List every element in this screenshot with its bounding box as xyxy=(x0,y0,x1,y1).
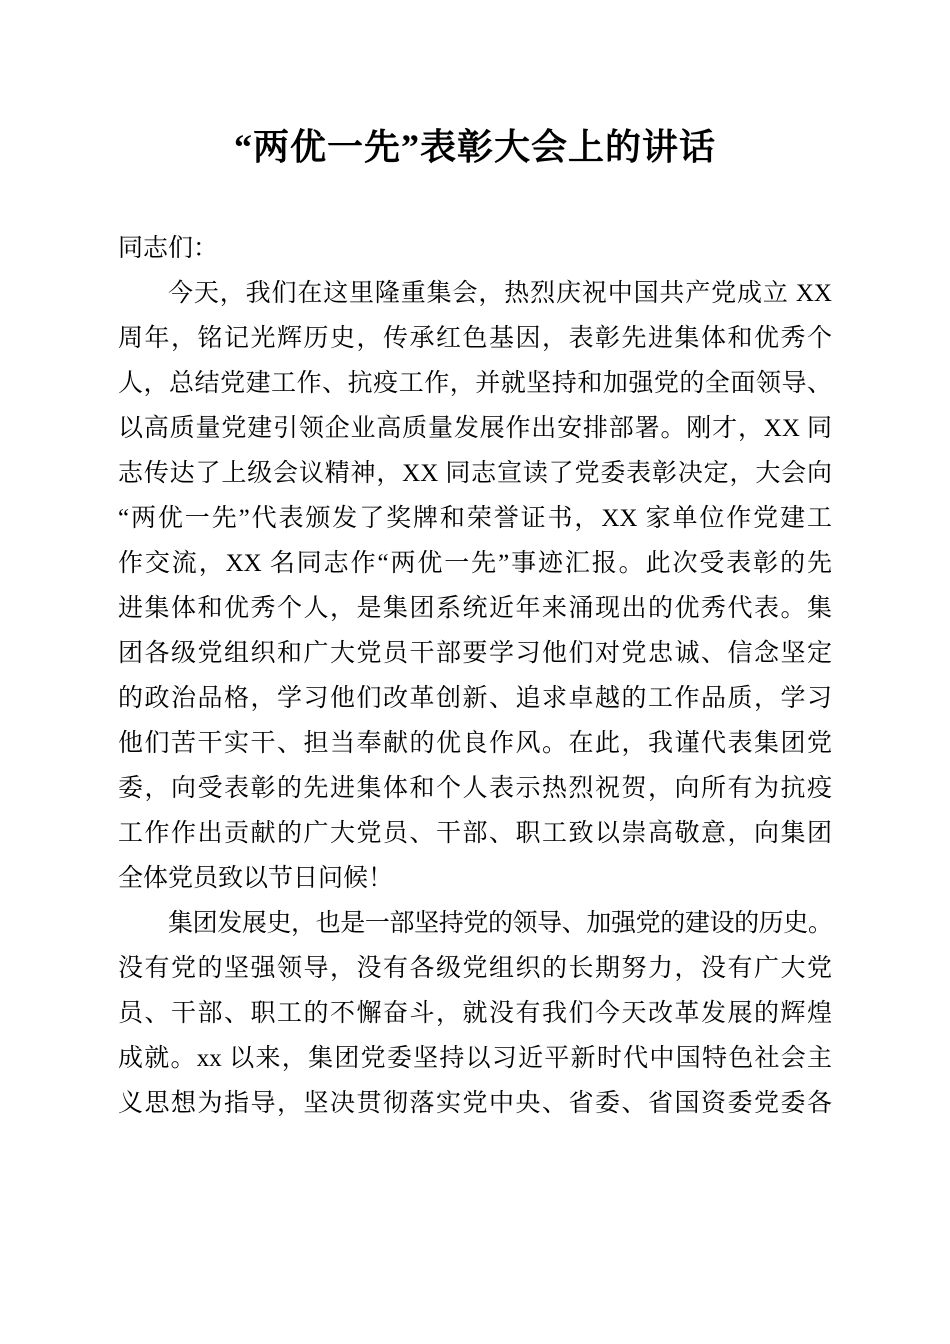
text-line: 没有党的坚强领导，没有各级党组织的长期努力，没有广大党 xyxy=(118,955,832,982)
text-line: 全体党员致以节日问候！ xyxy=(118,865,394,892)
text-line: 工作作出贡献的广大党员、干部、职工致以崇高敬意，向集团 xyxy=(118,820,832,847)
text-line: 的政治品格，学习他们改革创新、追求卓越的工作品质，学习 xyxy=(118,685,832,712)
text-line: 作交流，XX 名同志作“两优一先”事迹汇报。此次受表彰的先 xyxy=(118,550,832,577)
text-line: 成就。xx 以来，集团党委坚持以习近平新时代中国特色社会主 xyxy=(118,1045,832,1072)
document-title: “两优一先”表彰大会上的讲话 xyxy=(233,127,716,167)
text-line: 委，向受表彰的先进集体和个人表示热烈祝贺，向所有为抗疫 xyxy=(118,775,832,802)
text-line: 团各级党组织和广大党员干部要学习他们对党忠诚、信念坚定 xyxy=(118,640,832,667)
document-body xyxy=(118,226,832,1126)
text-line: 集团发展史，也是一部坚持党的领导、加强党的建设的历史。 xyxy=(168,910,832,937)
text-line: 以高质量党建引领企业高质量发展作出安排部署。刚才，XX 同 xyxy=(118,415,832,442)
text-line: “两优一先”代表颁发了奖牌和荣誉证书，XX 家单位作党建工 xyxy=(118,505,832,532)
text-line: 进集体和优秀个人，是集团系统近年来涌现出的优秀代表。集 xyxy=(118,595,832,622)
text-line: 今天，我们在这里隆重集会，热烈庆祝中国共产党成立 XX xyxy=(168,280,832,307)
paragraphs xyxy=(118,271,832,1126)
text-line: 员、干部、职工的不懈奋斗，就没有我们今天改革发展的辉煌 xyxy=(118,1000,832,1027)
text-line: 他们苦干实干、担当奉献的优良作风。在此，我谨代表集团党 xyxy=(118,730,832,757)
text-line: 志传达了上级会议精神，XX 同志宣读了党委表彰决定，大会向 xyxy=(118,460,832,487)
salutation-line: 同志们： xyxy=(118,235,219,262)
text-line: 周年，铭记光辉历史，传承红色基因，表彰先进集体和优秀个 xyxy=(118,325,832,352)
text-line: 义思想为指导，坚决贯彻落实党中央、省委、省国资委党委各 xyxy=(118,1090,832,1117)
text-line: 人，总结党建工作、抗疫工作，并就坚持和加强党的全面领导、 xyxy=(118,370,832,397)
